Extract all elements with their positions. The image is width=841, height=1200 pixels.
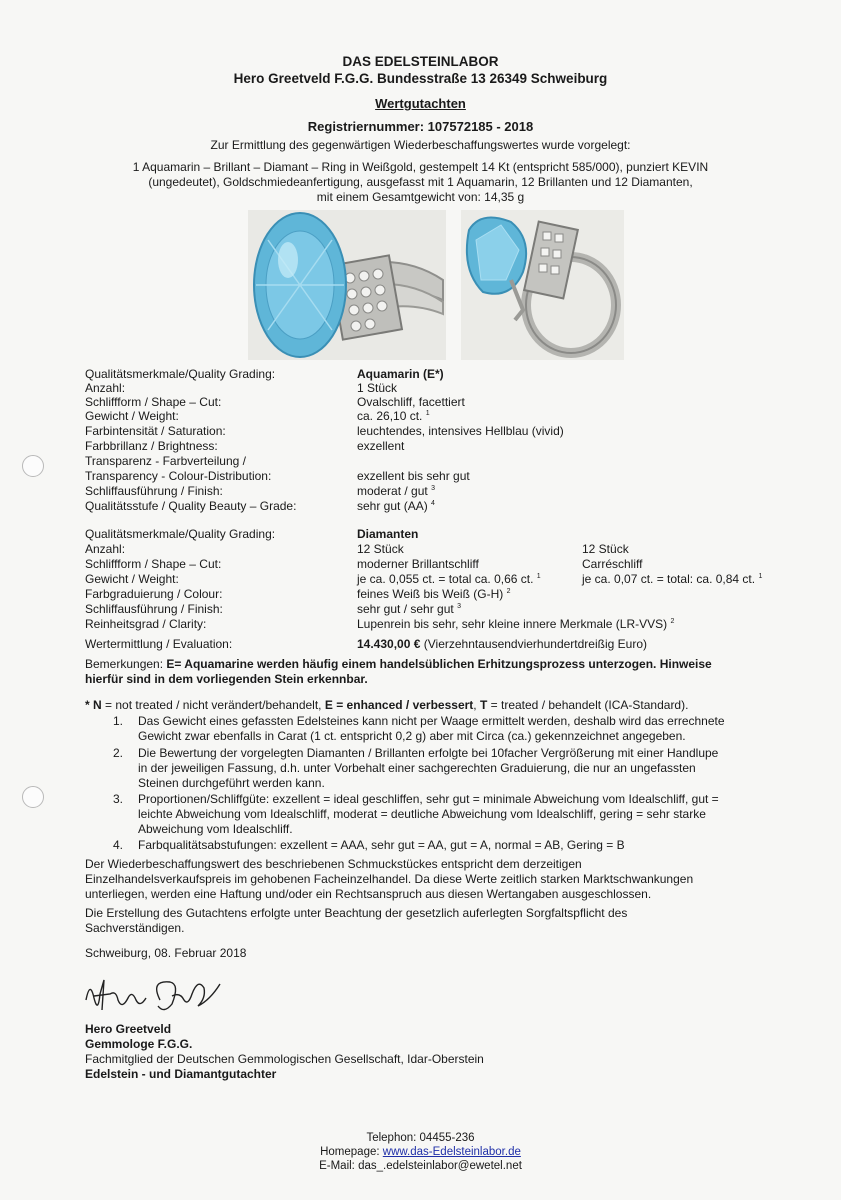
- aqua-finish-text: moderat / gut: [357, 484, 428, 498]
- lab-address: Hero Greetveld F.G.G. Bundesstraße 13 26349 Schweiburg: [233, 71, 608, 86]
- legend-star: *: [85, 698, 90, 712]
- lab-name: DAS EDELSTEINLABOR: [342, 54, 499, 69]
- note-line: Farbqualitätsabstufungen: exzellent = AAA, sehr gut = AA, gut = A, normal = AB, Gering = B: [138, 838, 625, 852]
- legend-t: T: [479, 698, 488, 712]
- note-number: 1.: [113, 714, 124, 728]
- signatory-name: Hero Greetveld: [85, 1022, 172, 1036]
- aqua-transparency-label-1: Transparenz - Farbverteilung /: [85, 454, 246, 468]
- dia-clarity-value: [357, 617, 674, 631]
- note-number: 4.: [113, 838, 124, 852]
- dia-cut-value: moderner Brillantschliff: [357, 557, 479, 571]
- aqua-count-label: Anzahl:: [85, 381, 126, 395]
- punch-hole-bottom: [22, 786, 44, 808]
- dia-weight-text: je ca. 0,055 ct. = total ca. 0,66 ct.: [357, 572, 534, 586]
- note-line: Abweichung vom Idealschliff.: [138, 822, 293, 836]
- footnote-ref: 1: [758, 573, 763, 580]
- aqua-brightness-label: Farbbrillanz / Brightness:: [85, 439, 218, 453]
- footnote-ref: 2: [506, 588, 511, 595]
- footnote-ref: 4: [431, 500, 435, 507]
- dia-weight-value: [357, 572, 541, 586]
- footer-phone: Telephon: 04455-236: [366, 1132, 475, 1144]
- aqua-saturation-value: leuchtendes, intensives Hellblau (vivid): [357, 424, 564, 438]
- aqua-grading-value: Aquamarin (E*): [357, 367, 444, 381]
- homepage-link[interactable]: www.das-Edelsteinlabor.de: [382, 1146, 521, 1158]
- disclaimer-line: unterliegen, werden eine Haftung und/oder ein Rechtsanspruch aus diesen Wertangaben ausgeschlossen.: [85, 887, 652, 901]
- dia-count-value-2: 12 Stück: [582, 542, 629, 556]
- aqua-grade-text: sehr gut (AA): [357, 499, 428, 513]
- note-line: in der jeweiligen Fassung, d.h. unter Vorbehalt einer sachgerechten Graduierung, die nur an ungefassten: [138, 761, 696, 775]
- dia-finish-text: sehr gut / sehr gut: [357, 602, 454, 616]
- dia-clarity-text: Lupenrein bis sehr, sehr kleine innere Merkmale (LR-VVS): [357, 617, 668, 631]
- place-date: Schweiburg, 08. Februar 2018: [85, 946, 247, 960]
- note-number: 3.: [113, 792, 124, 806]
- remarks-label: Bemerkungen:: [85, 657, 164, 671]
- legend-n: N: [93, 698, 102, 712]
- note-number: 2.: [113, 746, 124, 760]
- dia-grading-label: Qualitätsmerkmale/Quality Grading:: [85, 527, 276, 541]
- evaluation-value: [357, 637, 647, 651]
- item-description-line: (ungedeutet), Goldschmiedeanfertigung, ausgefasst mit 1 Aquamarin, 12 Brillanten und 12 Diamanten,: [148, 175, 693, 189]
- ring-photo-side: [461, 210, 624, 360]
- aqua-transparency-value: exzellent bis sehr gut: [357, 469, 470, 483]
- dia-finish-value: [357, 602, 461, 616]
- evaluation-amount: 14.430,00 €: [357, 637, 421, 651]
- dia-weight-value-2: [582, 572, 762, 586]
- aqua-transparency-label-2: Transparency - Colour-Distribution:: [85, 469, 272, 483]
- aqua-cut-label: Schliffform / Shape – Cut:: [85, 395, 222, 409]
- ring-photo-front: [248, 210, 446, 360]
- dia-cut-label: Schliffform / Shape – Cut:: [85, 557, 222, 571]
- footer-homepage: [0, 1145, 841, 1159]
- dia-weight-text-2: je ca. 0,07 ct. = total: ca. 0,84 ct.: [582, 572, 756, 586]
- aqua-saturation-label: Farbintensität / Saturation:: [85, 424, 226, 438]
- dia-grading-value: Diamanten: [357, 527, 419, 541]
- remarks-text-1: E= Aquamarine werden häufig einem handelsüblichen Erhitzungsprozess unterzogen. Hinweise: [166, 657, 712, 671]
- dia-weight-label: Gewicht / Weight:: [85, 572, 179, 586]
- aqua-cut-value: Ovalschliff, facettiert: [357, 395, 465, 409]
- note-line: Das Gewicht eines gefassten Edelsteines kann nicht per Waage ermittelt werden, deshalb wird das errechnete: [138, 714, 725, 728]
- footnote-ref: 2: [670, 618, 675, 625]
- evaluation-words: (Vierzehntausendvierhundertdreißig Euro): [423, 637, 647, 651]
- note-line: leichte Abweichung vom Idealschliff, moderat = deutliche Abweichung vom Idealschliff, gering = sehr starke: [138, 807, 706, 821]
- document-title: Wertgutachten: [375, 96, 466, 111]
- intro-line: Zur Ermittlung des gegenwärtigen Wiederbeschaffungswertes wurde vorgelegt:: [210, 138, 631, 152]
- disclaimer-line: Einzelhandelsverkaufspreis im gehobenen Facheinzelhandel. Da diese Werte zeitlich starken Marktschwankungen: [85, 872, 694, 886]
- aqua-weight-value: [357, 409, 430, 423]
- footnote-ref: 3: [431, 485, 435, 492]
- remarks-line-1: [85, 657, 785, 672]
- care-line: Die Erstellung des Gutachtens erfolgte unter Beachtung der gesetzlich auferlegten Sorgfaltspflicht des: [85, 906, 628, 920]
- homepage-label: Homepage:: [320, 1146, 380, 1158]
- aqua-count-value: 1 Stück: [357, 381, 398, 395]
- footnote-ref: 1: [536, 573, 541, 580]
- evaluation-label: Wertermittlung / Evaluation:: [85, 637, 233, 651]
- signatory-membership: Fachmitglied der Deutschen Gemmologischen Gesellschaft, Idar-Oberstein: [85, 1052, 484, 1066]
- legend-e: E: [324, 698, 333, 712]
- registration-number: Registriernummer: 107572185 - 2018: [307, 119, 534, 134]
- aqua-finish-value: [357, 484, 435, 498]
- item-description-line: mit einem Gesamtgewicht von: 14,35 g: [316, 190, 525, 204]
- remarks-line-2: hierfür sind in dem vorliegenden Stein erkennbar.: [85, 672, 368, 686]
- handwritten-signature: [80, 970, 240, 1020]
- aqua-brightness-value: exzellent: [357, 439, 405, 453]
- signatory-role: Edelstein - und Diamantgutachter: [85, 1067, 277, 1081]
- item-description-line: 1 Aquamarin – Brillant – Diamant – Ring in Weißgold, gestempelt 14 Kt (entspricht 585/000), punziert KEVIN: [132, 160, 709, 174]
- care-line: Sachverständigen.: [85, 921, 185, 935]
- dia-colour-text: feines Weiß bis Weiß (G-H): [357, 587, 504, 601]
- legend-e-text: = enhanced / verbessert: [336, 698, 474, 712]
- legend-n-text: = not treated / nicht verändert/behandelt,: [105, 698, 322, 712]
- dia-finish-label: Schliffausführung / Finish:: [85, 602, 223, 616]
- disclaimer-line: Der Wiederbeschaffungswert des beschriebenen Schmuckstückes entspricht dem derzeitigen: [85, 857, 582, 871]
- note-line: Steinen durchgeführt werden kann.: [138, 776, 325, 790]
- aqua-weight-label: Gewicht / Weight:: [85, 409, 179, 423]
- ring-photos: [248, 210, 624, 360]
- footer-email: E-Mail: das_.edelsteinlabor@ewetel.net: [319, 1160, 522, 1172]
- aqua-grade-value: [357, 499, 435, 513]
- dia-count-value: 12 Stück: [357, 542, 404, 556]
- dia-clarity-label: Reinheitsgrad / Clarity:: [85, 617, 207, 631]
- note-line: Die Bewertung der vorgelegten Diamanten / Brillanten erfolgte bei 10facher Vergrößerung mit einer Handlupe: [138, 746, 719, 760]
- note-line: Proportionen/Schliffgüte: exzellent = ideal geschliffen, sehr gut = minimale Abweichung vom Idealschliff, gut =: [138, 792, 719, 806]
- footnote-ref: 1: [425, 410, 430, 417]
- aqua-grading-label: Qualitätsmerkmale/Quality Grading:: [85, 367, 276, 381]
- punch-hole-top: [22, 455, 44, 477]
- footnote-ref: 3: [457, 603, 461, 610]
- aqua-finish-label: Schliffausführung / Finish:: [85, 484, 223, 498]
- dia-count-label: Anzahl:: [85, 542, 126, 556]
- dia-colour-value: [357, 587, 511, 601]
- aqua-weight-text: ca. 26,10 ct.: [357, 409, 423, 423]
- note-line: Gewicht zwar ebenfalls in Carat (1 ct. entspricht 0,2 g) aber mit Circa (ca.) gekennzeichnet angegeben.: [138, 729, 686, 743]
- signatory-title: Gemmologe F.G.G.: [85, 1037, 193, 1051]
- dia-cut-value-2: Carréschliff: [582, 557, 643, 571]
- legend-t-text: = treated / behandelt (ICA-Standard).: [490, 698, 689, 712]
- dia-colour-label: Farbgraduierung / Colour:: [85, 587, 223, 601]
- treatment-legend: * N = not treated / nicht verändert/behandelt, E = enhanced / verbessert, T = treated / behandelt (ICA-Standard).: [85, 698, 689, 712]
- aqua-grade-label: Qualitätsstufe / Quality Beauty – Grade:: [85, 499, 297, 513]
